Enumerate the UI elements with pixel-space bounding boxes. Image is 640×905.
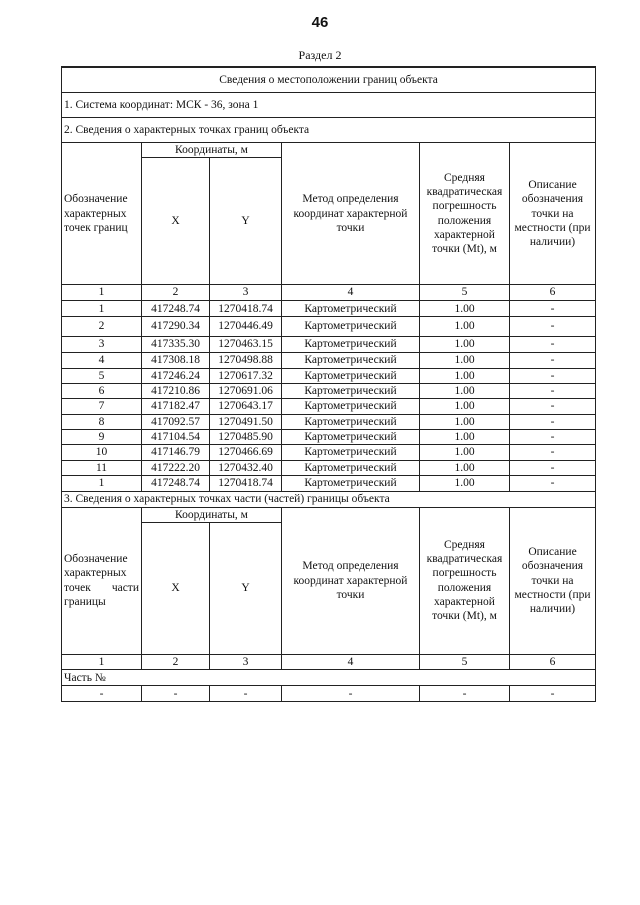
cell-y: 1270485.90 [210, 430, 282, 445]
cell-point: 5 [62, 368, 142, 383]
cell-accuracy: 1.00 [420, 445, 510, 460]
cell-accuracy: 1.00 [420, 300, 510, 316]
table-row [62, 430, 596, 445]
header-accuracy: Средняя квадратическая погрешность положения характерной точки (Mt), м [420, 143, 510, 285]
cell-x: 417248.74 [142, 300, 210, 316]
column-number: 1 [62, 654, 142, 669]
cell-method: Картометрический [282, 399, 420, 414]
cell-accuracy: 1.00 [420, 317, 510, 337]
table-row [62, 476, 596, 491]
cell-y: 1270691.06 [210, 383, 282, 398]
cell-description: - [510, 368, 596, 383]
cell-x: 417248.74 [142, 476, 210, 491]
cell-accuracy: 1.00 [420, 460, 510, 475]
table-title: Сведения о местоположении границ объекта [62, 67, 596, 93]
boundary-table [61, 66, 596, 702]
column-number: 1 [62, 285, 142, 300]
cell-method: Картометрический [282, 476, 420, 491]
cell-accuracy: 1.00 [420, 368, 510, 383]
table-row [62, 317, 596, 337]
part3-title: 3. Сведения о характерных точках части (частей) границы объекта [62, 491, 596, 507]
cell-point: 8 [62, 414, 142, 429]
header-y-part: Y [210, 522, 282, 654]
cell-description: - [510, 300, 596, 316]
header-description: Описание обозначения точки на местности (при наличии) [510, 143, 596, 285]
column-number: 2 [142, 285, 210, 300]
cell-accuracy: 1.00 [420, 430, 510, 445]
cell-accuracy: 1.00 [420, 476, 510, 491]
cell-x: 417182.47 [142, 399, 210, 414]
cell-x: 417246.24 [142, 368, 210, 383]
part-label: Часть № [62, 670, 596, 686]
cell-description: - [510, 430, 596, 445]
cell-point: 2 [62, 317, 142, 337]
column-numbers-row [62, 285, 596, 300]
table-row [62, 414, 596, 429]
column-number: 5 [420, 654, 510, 669]
header-x: X [142, 158, 210, 285]
cell-description: - [510, 383, 596, 398]
cell-method: Картометрический [282, 353, 420, 368]
column-number: 6 [510, 285, 596, 300]
cell-accuracy: 1.00 [420, 337, 510, 353]
table-row [62, 300, 596, 316]
column-number: 3 [210, 654, 282, 669]
cell-method: Картометрический [282, 430, 420, 445]
column-number: 3 [210, 285, 282, 300]
cell-x: 417290.34 [142, 317, 210, 337]
cell-y: 1270446.49 [210, 317, 282, 337]
header-description-part: Описание обозначения точки на местности (при наличии) [510, 507, 596, 654]
cell-description: - [510, 476, 596, 491]
column-number: 5 [420, 285, 510, 300]
cell-x: 417222.20 [142, 460, 210, 475]
cell-description: - [510, 317, 596, 337]
cell-point: 1 [62, 476, 142, 491]
header-accuracy-part: Средняя квадратическая погрешность положения характерной точки (Mt), м [420, 507, 510, 654]
cell-y: 1270466.69 [210, 445, 282, 460]
cell-method: Картометрический [282, 383, 420, 398]
empty-cell: - [142, 686, 210, 702]
cell-method: Картометрический [282, 317, 420, 337]
cell-point: 4 [62, 353, 142, 368]
coordinate-system: 1. Система координат: МСК - 36, зона 1 [62, 93, 596, 118]
cell-y: 1270432.40 [210, 460, 282, 475]
cell-description: - [510, 414, 596, 429]
cell-point: 7 [62, 399, 142, 414]
empty-cell: - [282, 686, 420, 702]
cell-x: 417308.18 [142, 353, 210, 368]
table-row [62, 383, 596, 398]
cell-accuracy: 1.00 [420, 383, 510, 398]
cell-method: Картометрический [282, 337, 420, 353]
table-row [62, 460, 596, 475]
part2-title: 2. Сведения о характерных точках границ объекта [62, 118, 596, 143]
empty-cell: - [62, 686, 142, 702]
header-designation-part: Обозначение характерных точек части границы [62, 507, 142, 654]
empty-cell: - [420, 686, 510, 702]
column-numbers-row [62, 654, 596, 669]
cell-description: - [510, 399, 596, 414]
cell-y: 1270418.74 [210, 300, 282, 316]
cell-x: 417092.57 [142, 414, 210, 429]
empty-cell: - [210, 686, 282, 702]
cell-description: - [510, 460, 596, 475]
cell-description: - [510, 353, 596, 368]
cell-x: 417335.30 [142, 337, 210, 353]
cell-method: Картометрический [282, 368, 420, 383]
cell-y: 1270617.32 [210, 368, 282, 383]
cell-description: - [510, 445, 596, 460]
table-row [62, 337, 596, 353]
column-number: 4 [282, 285, 420, 300]
cell-y: 1270418.74 [210, 476, 282, 491]
cell-accuracy: 1.00 [420, 353, 510, 368]
cell-point: 11 [62, 460, 142, 475]
cell-method: Картометрический [282, 414, 420, 429]
cell-method: Картометрический [282, 445, 420, 460]
header-designation: Обозначение характерных точек границ [62, 143, 142, 285]
cell-accuracy: 1.00 [420, 414, 510, 429]
cell-point: 3 [62, 337, 142, 353]
column-number: 2 [142, 654, 210, 669]
empty-cell: - [510, 686, 596, 702]
header-coords-part: Координаты, м [142, 507, 282, 522]
column-number: 6 [510, 654, 596, 669]
header-x-part: X [142, 522, 210, 654]
table-row [62, 368, 596, 383]
cell-x: 417104.54 [142, 430, 210, 445]
cell-method: Картометрический [282, 300, 420, 316]
cell-method: Картометрический [282, 460, 420, 475]
cell-point: 6 [62, 383, 142, 398]
section-label: Раздел 2 [298, 48, 342, 62]
cell-accuracy: 1.00 [420, 399, 510, 414]
cell-y: 1270463.15 [210, 337, 282, 353]
page-number: 46 [311, 14, 329, 31]
header-coords: Координаты, м [142, 143, 282, 158]
table-row [62, 399, 596, 414]
table-row [62, 353, 596, 368]
cell-y: 1270643.17 [210, 399, 282, 414]
cell-point: 9 [62, 430, 142, 445]
column-number: 4 [282, 654, 420, 669]
empty-row [62, 686, 596, 702]
cell-y: 1270498.88 [210, 353, 282, 368]
cell-description: - [510, 337, 596, 353]
header-method-part: Метод определения координат характерной точки [282, 507, 420, 654]
cell-y: 1270491.50 [210, 414, 282, 429]
header-method: Метод определения координат характерной точки [282, 143, 420, 285]
cell-point: 10 [62, 445, 142, 460]
header-y: Y [210, 158, 282, 285]
cell-x: 417210.86 [142, 383, 210, 398]
table-row [62, 445, 596, 460]
cell-x: 417146.79 [142, 445, 210, 460]
cell-point: 1 [62, 300, 142, 316]
